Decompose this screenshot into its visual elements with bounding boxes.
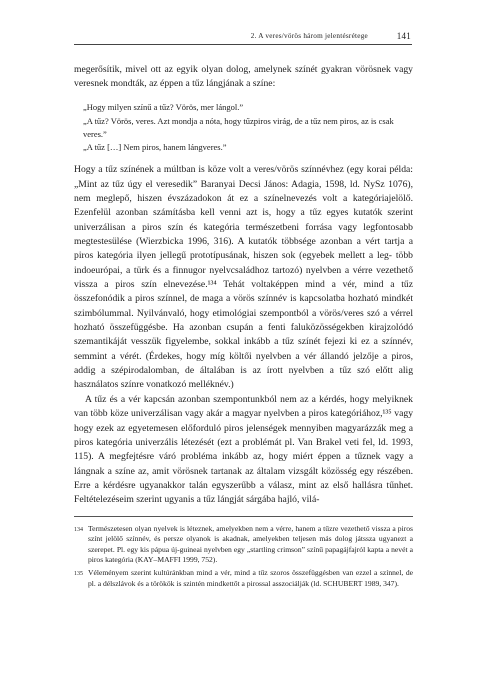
- body-text: [74, 63, 413, 591]
- text-line: vagy veresnek mondták, az éppen a tűz lángjának a színe:: [74, 64, 413, 90]
- text-line: egy részében. Erre a kérdésre ugyanakkor talán egyszerűbb a válasz, mint az első: [74, 465, 414, 491]
- intro-paragraph: [74, 63, 413, 92]
- text-line: a piros kategória ilyen jellegű prototípusának, hiszen sok (egyebek mellett a leg-: [74, 236, 414, 262]
- quotation: „A tűz […] Nem piros, hanem lángveres.”: [83, 142, 227, 153]
- text-line: jelzője a piros, addig a szépirodalomban, de általában is az írott nyelvben a tűz szó: [74, 350, 413, 377]
- text-line: nem meglepő, hiszen évszázadokon át ez a színelnevezés volt a kategóriajelölő.: [74, 193, 413, 204]
- footnote-number: 135: [74, 570, 83, 577]
- quotation-block: [83, 101, 413, 155]
- text-line: tűz összefonódik a piros színnel, de maga a vörös színnév is kapcsolatba hozható: [74, 279, 413, 305]
- text-line: Ezenfelül azonban számításba kell venni azt is, hogy a tűz egyes kutatók szerint: [74, 207, 413, 219]
- text-line: megtestesülése (Wierzbicka 1996, 316). A kutatók többsége azonban a vért tartja: [74, 236, 405, 248]
- footnote-text: Véleményem szerint kultúránkban mind a vér, mind a tűz szoros összefüggésben van ezzel a színnel, de pl. a délszlávok és a törökök is szintén mindkettőt a pirossal asszociálják (ld. SCHUBERT 1989, 347).: [88, 567, 413, 588]
- text-line: meg a piros kategória univerzális létezését (ezt a problémát pl. Van Brakel veti fel,: [74, 422, 413, 448]
- paragraph-question: [74, 393, 413, 508]
- quotation: „Hogy milyen színű a tűz? Vörös, mer lángol.”: [83, 101, 244, 112]
- footnote-number: 134: [74, 526, 83, 533]
- text-line: vagy a lángnak a színe az, amit vörösnek tartanak az általam vizsgált közösség: [74, 451, 414, 477]
- footnote-text: Természetesen olyan nyelvek is léteznek, amelyekben nem a vérre, hanem a tűzre vezethető vissza a piros színt jelölő színnév, és persze olyanok is akadnak, amelyekben teljesen más dolog játssza ugyanezt a szerepet. Pl. egy kis pápua új-guineai nyelvben egy „startling crimson” színű papagájfajról kapta a nevét a piros kategória (KAY–MAFFI 1999, 752).: [88, 523, 413, 565]
- footnote: [74, 568, 413, 589]
- text-line: megerősítik, mivel ott az egyik olyan dolog, amelynek színét gyakran vörösnek: [74, 64, 391, 75]
- running-head: [74, 30, 412, 45]
- text-line: előtt alig használatos színre vonatkozó melléknév.): [74, 365, 414, 391]
- running-head-title: 2. A veres/vörös három jelentésrétege: [250, 32, 368, 40]
- text-line: van több köze univerzálisan vagy akár a magyar nyelvben a piros kategóriához,¹³⁵: [74, 408, 392, 420]
- text-line: hallásra tűnhet. Feltételezéseim szerint ugyanis a tűz lángját sárgába hajló, vilá-: [74, 479, 414, 506]
- text-line: univerzálisan a piros szín és kategória természetbeni forrása vagy legfontosabb: [74, 221, 413, 233]
- text-line: ez a színnév, semmint a vérét. (Érdekes, hogy míg költői nyelvben a vér állandó: [74, 336, 413, 362]
- text-line: vezethető vissza a piros szín elnevezése.¹³⁴ Tehát voltaképpen mind a vér, mind a: [74, 264, 414, 291]
- page-number: 141: [396, 31, 411, 41]
- footnote-rule: [74, 516, 413, 517]
- footnote: [74, 524, 413, 566]
- text-line: A tűz és a vér kapcsán azonban szempontunkból nem az a kérdés, hogy melyiknek: [85, 393, 413, 405]
- quotation: „A tűz? Vörös, veres. Azt mondja a nóta, hogy tűzpiros virág, de a tűz nem piros, az is csak veres.”: [83, 115, 394, 139]
- text-line: több indoeurópai, a türk és a finnugor nyelvcsaládhoz tartozó) nyelvben a vérre: [74, 250, 413, 276]
- text-line: mindkét szimbólummal. Nyilvánvaló, hogy etimológiai szempontból a vörös/veres: [74, 293, 413, 319]
- text-line: Hogy a tűz színének a múltban is köze volt a veres/vörös színnévhez (egy korai példa:: [74, 164, 413, 176]
- text-line: kirajzolódó szemantikáját vesszük figyelembe, sokkal inkább a tűz színét fejezi ki: [74, 322, 414, 348]
- paragraph-fire-and-blood: [74, 163, 413, 393]
- text-line: vagy hogy ezek az egyetemesen előforduló piros jelenségek mennyiben magyarázzák: [74, 408, 414, 434]
- text-line: „Mint az tűz úgy el veresedik” Baranyai Decsi János: Adagia, 1598, ld. NySz 1076),: [74, 178, 413, 190]
- text-line: ld. 1993, 115). A megfejtésre váró probléma inkább az, hogy miért éppen a tűznek: [74, 436, 413, 463]
- text-line: szó a vérrel hozható összefüggésbe. Ha azonban csupán a fenti faluközösségekben: [74, 307, 414, 334]
